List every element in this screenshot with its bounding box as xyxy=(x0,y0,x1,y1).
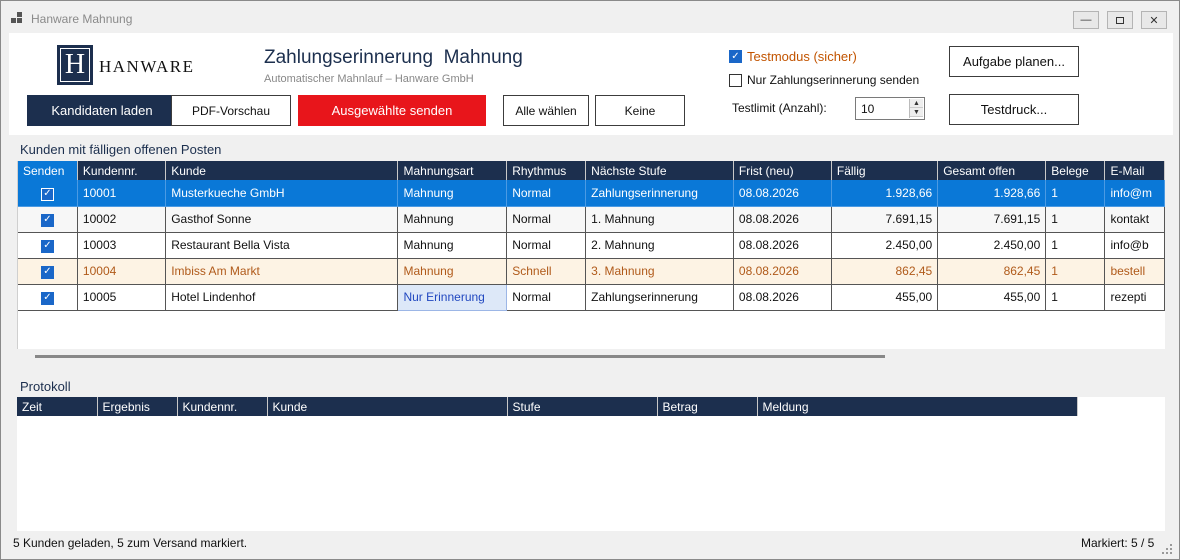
table-row[interactable] xyxy=(18,284,1165,310)
cell-deadline[interactable]: 08.08.2026 xyxy=(733,258,831,284)
send-checkbox-cell[interactable] xyxy=(18,232,77,258)
protokoll-column-header[interactable]: Zeit xyxy=(17,397,97,416)
protokoll-table xyxy=(17,397,1078,416)
column-header[interactable]: Nächste Stufe xyxy=(586,161,734,180)
cell-total[interactable]: 2.450,00 xyxy=(938,232,1046,258)
send-selected-button[interactable]: Ausgewählte senden xyxy=(298,95,486,126)
reminder-only-label: Nur Zahlungserinnerung senden xyxy=(747,73,920,87)
close-icon: ✕ xyxy=(1149,14,1159,27)
cell-stage[interactable]: Zahlungserinnerung xyxy=(586,284,734,310)
minimize-button[interactable] xyxy=(1073,11,1099,29)
protokoll-section-label: Protokoll xyxy=(20,379,71,394)
customers-table xyxy=(18,161,1165,311)
test-print-button[interactable]: Testdruck... xyxy=(949,94,1079,125)
cell-name[interactable]: Imbiss Am Markt xyxy=(166,258,398,284)
cell-due[interactable]: 2.450,00 xyxy=(831,232,937,258)
status-text: 5 Kunden geladen, 5 zum Versand markiert. xyxy=(13,536,248,550)
stepper-buttons[interactable] xyxy=(909,99,923,118)
load-candidates-button[interactable]: Kandidaten laden xyxy=(27,95,177,126)
chevron-up-icon[interactable]: ▲ xyxy=(910,99,923,108)
cell-email[interactable]: bestell xyxy=(1105,258,1165,284)
window-title: Hanware Mahnung xyxy=(31,12,133,26)
send-checkbox-cell[interactable] xyxy=(18,284,77,310)
cell-total[interactable]: 7.691,15 xyxy=(938,206,1046,232)
pdf-preview-button[interactable]: PDF-Vorschau xyxy=(171,95,291,126)
protokoll-column-header[interactable]: Stufe xyxy=(507,397,657,416)
close-button[interactable] xyxy=(1141,11,1167,29)
column-header[interactable]: Mahnungsart xyxy=(398,161,507,180)
column-header[interactable]: E-Mail xyxy=(1105,161,1165,180)
cell-art[interactable]: Nur Erinnerung xyxy=(398,284,507,310)
send-checkbox[interactable]: ✓ xyxy=(41,292,54,305)
column-header[interactable]: Rhythmus xyxy=(507,161,586,180)
cell-due[interactable]: 7.691,15 xyxy=(831,206,937,232)
column-header[interactable]: Frist (neu) xyxy=(733,161,831,180)
resize-grip-icon[interactable] xyxy=(1161,543,1173,555)
cell-docs[interactable]: 1 xyxy=(1046,206,1105,232)
cell-docs[interactable]: 1 xyxy=(1046,180,1105,206)
cell-art[interactable]: Mahnung xyxy=(398,258,507,284)
cell-name[interactable]: Musterkueche GmbH xyxy=(166,180,398,206)
cell-email[interactable]: rezepti xyxy=(1105,284,1165,310)
table-row[interactable] xyxy=(18,180,1165,206)
table-row[interactable] xyxy=(18,206,1165,232)
cell-rhythm[interactable]: Normal xyxy=(507,206,586,232)
cell-docs[interactable]: 1 xyxy=(1046,284,1105,310)
cell-total[interactable]: 1.928,66 xyxy=(938,180,1046,206)
cell-due[interactable]: 455,00 xyxy=(831,284,937,310)
cell-deadline[interactable]: 08.08.2026 xyxy=(733,232,831,258)
protokoll-column-header[interactable]: Kunde xyxy=(267,397,507,416)
send-checkbox[interactable]: ✓ xyxy=(41,266,54,279)
horizontal-scrollbar[interactable] xyxy=(35,355,885,358)
cell-stage[interactable]: 3. Mahnung xyxy=(586,258,734,284)
customers-section-label: Kunden mit fälligen offenen Posten xyxy=(20,142,222,157)
schedule-task-button[interactable]: Aufgabe planen... xyxy=(949,46,1079,77)
protokoll-header-row xyxy=(17,397,1077,416)
cell-nr[interactable]: 10005 xyxy=(77,284,165,310)
cell-nr[interactable]: 10001 xyxy=(77,180,165,206)
send-checkbox[interactable]: ✓ xyxy=(41,240,54,253)
table-row[interactable] xyxy=(18,232,1165,258)
cell-art[interactable]: Mahnung xyxy=(398,180,507,206)
cell-nr[interactable]: 10003 xyxy=(77,232,165,258)
send-checkbox-cell[interactable] xyxy=(18,206,77,232)
cell-total[interactable]: 455,00 xyxy=(938,284,1046,310)
cell-nr[interactable]: 10004 xyxy=(77,258,165,284)
testlimit-label: Testlimit (Anzahl): xyxy=(732,101,827,115)
testlimit-stepper[interactable] xyxy=(855,97,925,120)
cell-docs[interactable]: 1 xyxy=(1046,258,1105,284)
check-icon: ✓ xyxy=(729,50,742,63)
cell-deadline[interactable]: 08.08.2026 xyxy=(733,180,831,206)
protokoll-column-header[interactable]: Betrag xyxy=(657,397,757,416)
cell-email[interactable]: info@m xyxy=(1105,180,1165,206)
column-header[interactable]: Kundennr. xyxy=(77,161,165,180)
title-bar[interactable] xyxy=(1,1,1179,33)
cell-deadline[interactable]: 08.08.2026 xyxy=(733,284,831,310)
maximize-icon xyxy=(1116,17,1124,24)
send-checkbox[interactable]: ✓ xyxy=(41,214,54,227)
protokoll-column-header[interactable]: Meldung xyxy=(757,397,1077,416)
cell-due[interactable]: 1.928,66 xyxy=(831,180,937,206)
testmode-checkbox[interactable] xyxy=(729,49,857,64)
testmode-label: Testmodus (sicher) xyxy=(747,49,857,64)
cell-nr[interactable]: 10002 xyxy=(77,206,165,232)
table-row[interactable] xyxy=(18,258,1165,284)
status-marked-count: Markiert: 5 / 5 xyxy=(1081,536,1155,550)
cell-name[interactable]: Gasthof Sonne xyxy=(166,206,398,232)
send-checkbox[interactable]: ✓ xyxy=(41,188,54,201)
minimize-icon: — xyxy=(1080,14,1092,26)
testlimit-value: 10 xyxy=(861,102,875,116)
checkbox-icon xyxy=(729,74,742,87)
column-header[interactable]: Senden xyxy=(18,161,77,180)
cell-stage[interactable]: 2. Mahnung xyxy=(586,232,734,258)
cell-docs[interactable]: 1 xyxy=(1046,232,1105,258)
table-header-row xyxy=(18,161,1165,180)
cell-email[interactable]: kontakt xyxy=(1105,206,1165,232)
send-checkbox-cell[interactable] xyxy=(18,258,77,284)
select-all-button[interactable]: Alle wählen xyxy=(503,95,589,126)
send-checkbox-cell[interactable] xyxy=(18,180,77,206)
column-header[interactable]: Kunde xyxy=(166,161,398,180)
cell-rhythm[interactable]: Schnell xyxy=(507,258,586,284)
cell-art[interactable]: Mahnung xyxy=(398,232,507,258)
cell-rhythm[interactable]: Normal xyxy=(507,180,586,206)
cell-name[interactable]: Restaurant Bella Vista xyxy=(166,232,398,258)
cell-total[interactable]: 862,45 xyxy=(938,258,1046,284)
reminder-only-checkbox[interactable] xyxy=(729,73,919,87)
select-none-button[interactable]: Keine xyxy=(595,95,685,126)
protokoll-column-header[interactable]: Kundennr. xyxy=(177,397,267,416)
logo-mark: H xyxy=(57,45,93,85)
column-header[interactable]: Belege xyxy=(1046,161,1105,180)
cell-email[interactable]: info@b xyxy=(1105,232,1165,258)
page-subtitle: Automatischer Mahnlauf – Hanware GmbH xyxy=(264,73,474,85)
protokoll-grid[interactable] xyxy=(17,397,1165,531)
column-header[interactable]: Fällig xyxy=(831,161,937,180)
page-title: Zahlungserinnerung Mahnung xyxy=(264,47,523,68)
cell-name[interactable]: Hotel Lindenhof xyxy=(166,284,398,310)
header-panel xyxy=(9,33,1173,135)
logo-wordmark: HANWARE xyxy=(99,57,195,76)
cell-rhythm[interactable]: Normal xyxy=(507,232,586,258)
cell-rhythm[interactable]: Normal xyxy=(507,284,586,310)
column-header[interactable]: Gesamt offen xyxy=(938,161,1046,180)
chevron-down-icon[interactable]: ▼ xyxy=(910,108,923,117)
cell-due[interactable]: 862,45 xyxy=(831,258,937,284)
cell-stage[interactable]: Zahlungserinnerung xyxy=(586,180,734,206)
cell-art[interactable]: Mahnung xyxy=(398,206,507,232)
cell-deadline[interactable]: 08.08.2026 xyxy=(733,206,831,232)
hanware-logo xyxy=(57,45,209,87)
protokoll-column-header[interactable]: Ergebnis xyxy=(97,397,177,416)
app-icon xyxy=(11,12,23,24)
maximize-button[interactable] xyxy=(1107,11,1133,29)
cell-stage[interactable]: 1. Mahnung xyxy=(586,206,734,232)
customers-grid[interactable] xyxy=(17,161,1165,349)
